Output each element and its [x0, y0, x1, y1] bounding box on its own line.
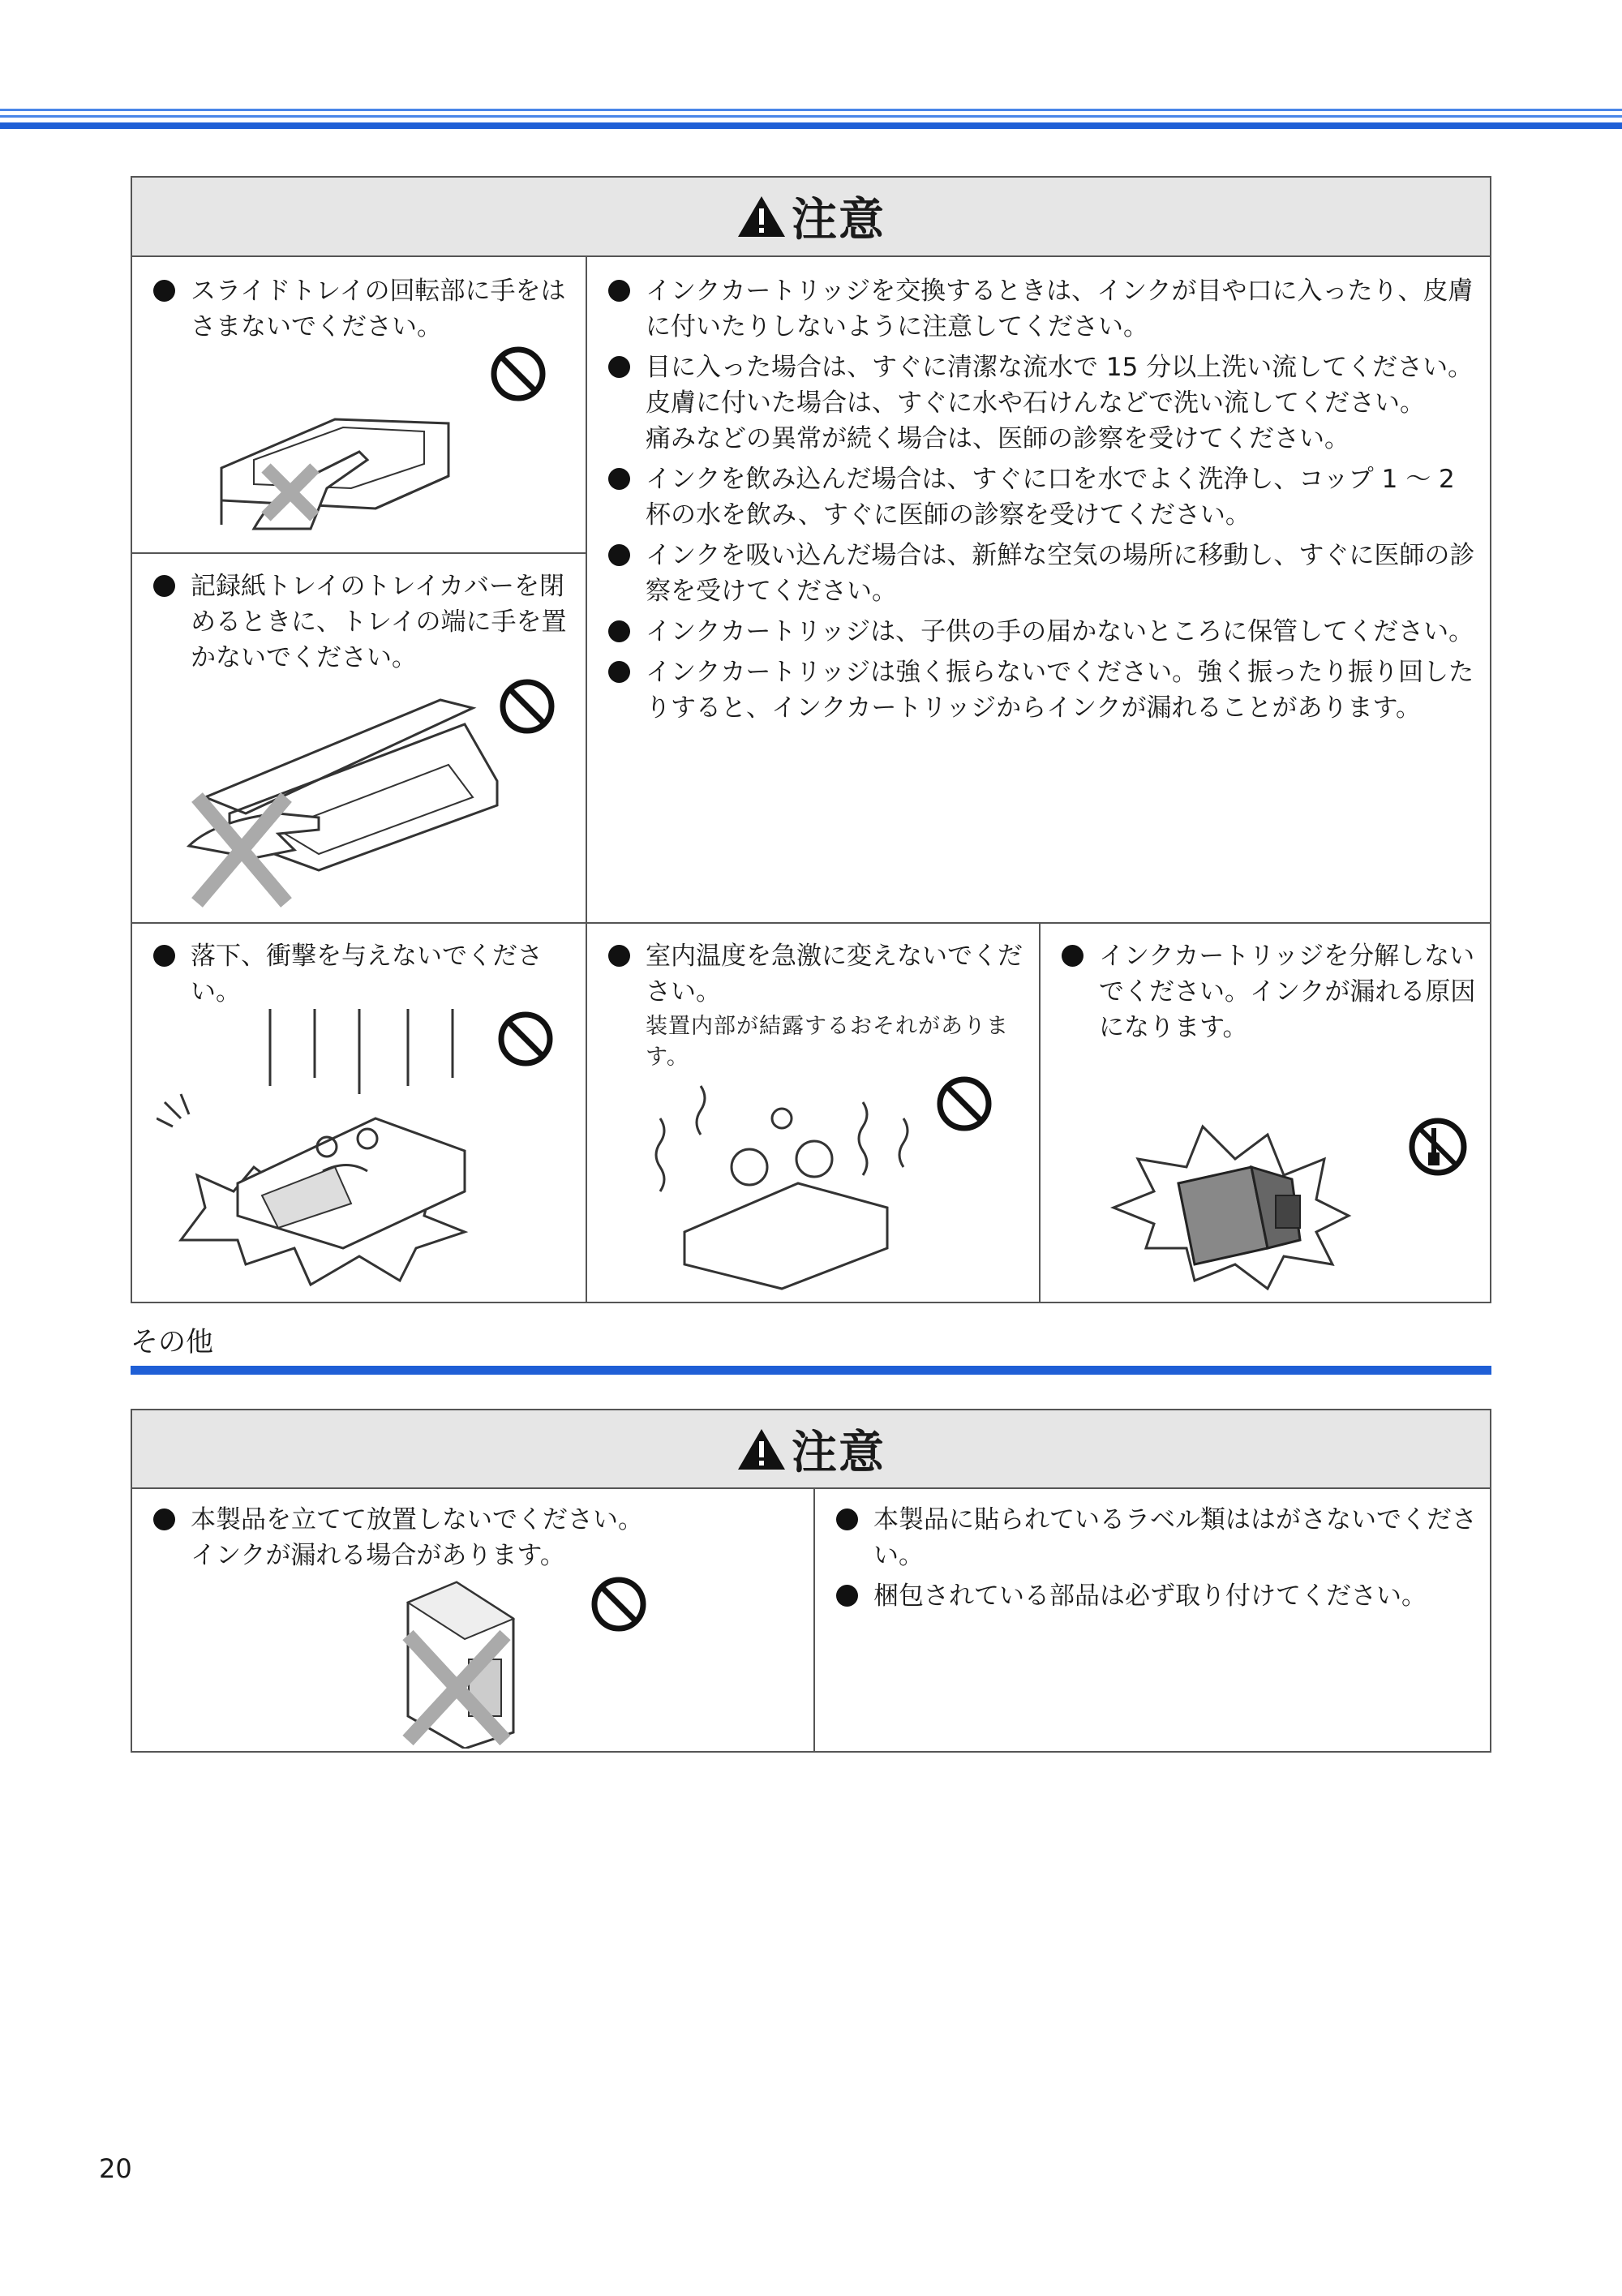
caution-table-top — [131, 176, 1491, 1303]
cell-drop-impact — [132, 922, 586, 1303]
header-rule-thin-1 — [0, 109, 1622, 111]
bullet-icon — [608, 945, 630, 967]
caution-header — [132, 1410, 1490, 1489]
item-text: 室内温度を急激に変えないでください。 — [646, 942, 1023, 1006]
list-item — [145, 569, 573, 676]
caution-header — [132, 178, 1490, 257]
item-text: インクを飲み込んだ場合は、すぐに口を水でよく洗浄し、コップ 1 ～ 2 杯の水を飲み、すぐに医師の診察を受けてください。 — [646, 465, 1455, 530]
cell-paper-tray-cover — [132, 552, 586, 922]
list-item — [145, 1502, 800, 1538]
warning-icon — [736, 194, 787, 239]
list-item — [145, 938, 573, 1010]
tray-cover-hand-illustration — [157, 676, 578, 919]
item-text: 本製品を立てて放置しないでください。 — [191, 1505, 643, 1534]
bullet-icon — [608, 280, 630, 302]
bullet-icon — [153, 280, 175, 302]
item-text: 痛みなどの異常が続く場合は、医師の診察を受けてください。 — [646, 424, 1350, 453]
item-text: 落下、衝撃を与えないでください。 — [191, 942, 543, 1006]
item-text: 本製品に貼られているラベル類ははがさないでください。 — [873, 1505, 1477, 1570]
list-continuation — [600, 385, 1478, 421]
cartridge-burst-illustration — [1105, 1110, 1478, 1297]
item-text: インクを吸い込んだ場合は、新鮮な空気の場所に移動し、すぐに医師の診察を受けてください。 — [646, 541, 1475, 606]
cell-upright-storage — [132, 1489, 813, 1751]
page-number: 20 — [99, 2153, 132, 2184]
bullet-icon — [608, 620, 630, 642]
bullet-icon — [1062, 945, 1083, 967]
item-text: 皮膚に付いた場合は、すぐに水や石けんなどで洗い流してください。 — [646, 388, 1425, 418]
caution-title: 注意 — [792, 194, 886, 247]
header-rule-thin-2 — [0, 115, 1622, 118]
falling-printer-illustration — [157, 1005, 578, 1297]
slide-tray-hand-illustration — [205, 346, 578, 541]
item-text: 記録紙トレイのトレイカバーを閉めるときに、トレイの端に手を置かないでください。 — [191, 572, 567, 672]
list-item — [600, 273, 1478, 345]
list-continuation — [145, 1538, 800, 1573]
section-title: その他 — [131, 1326, 213, 1358]
bullet-icon — [836, 1508, 858, 1530]
cell-labels-parts — [813, 1489, 1491, 1751]
cell-slide-tray — [132, 257, 586, 552]
bullet-icon — [836, 1585, 858, 1607]
cell-disassemble-cartridge — [1039, 922, 1491, 1303]
bullet-icon — [608, 544, 630, 566]
list-item — [600, 614, 1478, 650]
item-text: スライドトレイの回転部に手をはさまないでください。 — [191, 277, 566, 341]
header-rule-thick — [0, 122, 1622, 129]
warning-icon — [736, 1427, 787, 1472]
upright-printer-illustration — [392, 1570, 651, 1749]
item-note: 装置内部が結露するおそれがあります。 — [646, 1014, 1009, 1070]
item-text: 梱包されている部品は必ず取り付けてください。 — [873, 1581, 1427, 1611]
item-text: インクカートリッジを分解しないでください。インクが漏れる原因になります。 — [1099, 942, 1476, 1042]
section-rule — [131, 1366, 1491, 1375]
cell-room-temperature — [586, 922, 1039, 1303]
list-item — [828, 1578, 1478, 1614]
bullet-icon — [153, 575, 175, 597]
bullet-icon — [153, 945, 175, 967]
cell-ink-warnings — [586, 257, 1491, 922]
item-text: インクカートリッジは、子供の手の届かないところに保管してください。 — [646, 617, 1474, 646]
item-text: インクカートリッジを交換するときは、インクが目や口に入ったり、皮膚に付いたりしないように注意してください。 — [646, 277, 1474, 341]
bullet-icon — [608, 356, 630, 378]
bullet-icon — [608, 468, 630, 490]
list-item — [828, 1502, 1478, 1573]
list-item — [600, 461, 1478, 533]
bullet-icon — [608, 661, 630, 683]
list-item — [600, 538, 1478, 609]
temperature-change-illustration — [636, 1070, 1025, 1297]
item-text: インクカートリッジは強く振らないでください。強く振ったり振り回したりすると、インクカートリッジからインクが漏れることがあります。 — [646, 658, 1474, 723]
bullet-icon — [153, 1508, 175, 1530]
list-item — [600, 654, 1478, 726]
list-item — [145, 273, 573, 345]
item-text: 目に入った場合は、すぐに清潔な流水で 15 分以上洗い流してください。 — [646, 353, 1474, 382]
item-text: インクが漏れる場合があります。 — [191, 1541, 565, 1570]
list-item — [600, 350, 1478, 385]
list-item — [600, 938, 1026, 1010]
list-continuation — [600, 421, 1478, 457]
caution-title: 注意 — [792, 1426, 886, 1479]
list-item — [1053, 938, 1478, 1045]
caution-table-other — [131, 1409, 1491, 1753]
